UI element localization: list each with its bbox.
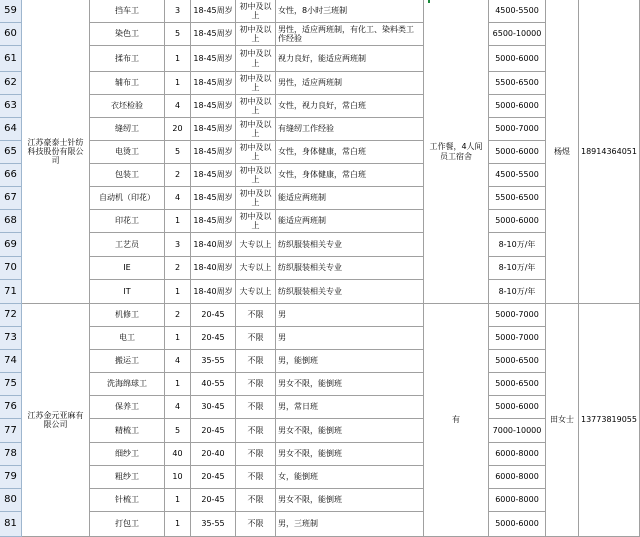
requirement-cell[interactable]: 纺织服装相关专业	[276, 257, 424, 280]
requirement-cell[interactable]: 能适应两班制	[276, 187, 424, 210]
headcount-cell[interactable]: 1	[165, 280, 191, 304]
row-header[interactable]: 80	[0, 489, 22, 512]
phone-number-cell[interactable]: 18914364051	[579, 0, 640, 304]
education-cell[interactable]: 初中及以上	[236, 164, 276, 187]
education-cell[interactable]: 初中及以上	[236, 141, 276, 164]
education-cell[interactable]: 初中及以上	[236, 46, 276, 72]
headcount-cell[interactable]: 4	[165, 95, 191, 118]
job-title-cell[interactable]: 粗纱工	[90, 466, 165, 489]
age-range-cell[interactable]: 18-45周岁	[191, 46, 236, 72]
row-header[interactable]: 77	[0, 419, 22, 443]
row-header[interactable]: 59	[0, 0, 22, 23]
age-range-cell[interactable]: 18-45周岁	[191, 23, 236, 46]
requirement-cell[interactable]: 女性，视力良好，常白班	[276, 95, 424, 118]
job-title-cell[interactable]: 洗海绵球工	[90, 373, 165, 396]
headcount-cell[interactable]: 2	[165, 257, 191, 280]
job-title-cell[interactable]: IE	[90, 257, 165, 280]
job-title-cell[interactable]: IT	[90, 280, 165, 304]
row-header[interactable]: 74	[0, 350, 22, 373]
row-header[interactable]: 63	[0, 95, 22, 118]
salary-cell[interactable]: 5000-6000	[489, 46, 546, 72]
benefits-cell[interactable]: 工作餐，4人间员工宿舍	[424, 0, 489, 304]
salary-cell[interactable]: 5000-6500	[489, 350, 546, 373]
requirement-cell[interactable]: 男女不限，能倒班	[276, 489, 424, 512]
education-cell[interactable]: 不限	[236, 350, 276, 373]
headcount-cell[interactable]: 4	[165, 187, 191, 210]
education-cell[interactable]: 不限	[236, 327, 276, 350]
age-range-cell[interactable]: 18-40周岁	[191, 257, 236, 280]
age-range-cell[interactable]: 40-55	[191, 373, 236, 396]
requirement-cell[interactable]: 男	[276, 304, 424, 327]
row-header[interactable]: 79	[0, 466, 22, 489]
education-cell[interactable]: 不限	[236, 512, 276, 537]
education-cell[interactable]: 初中及以上	[236, 118, 276, 141]
requirement-cell[interactable]: 男，能倒班	[276, 350, 424, 373]
job-title-cell[interactable]: 针梳工	[90, 489, 165, 512]
job-title-cell[interactable]: 揉布工	[90, 46, 165, 72]
job-title-cell[interactable]: 缝纫工	[90, 118, 165, 141]
age-range-cell[interactable]: 18-45周岁	[191, 164, 236, 187]
company-name-cell[interactable]: 江苏豪泰士针纺科技股份有限公司	[22, 0, 90, 304]
education-cell[interactable]: 初中及以上	[236, 95, 276, 118]
row-header[interactable]: 72	[0, 304, 22, 327]
education-cell[interactable]: 初中及以上	[236, 187, 276, 210]
education-cell[interactable]: 初中及以上	[236, 72, 276, 95]
row-header[interactable]: 61	[0, 46, 22, 72]
requirement-cell[interactable]: 有缝纫工作经验	[276, 118, 424, 141]
salary-cell[interactable]: 6500-10000	[489, 23, 546, 46]
row-header[interactable]: 78	[0, 443, 22, 466]
headcount-cell[interactable]: 2	[165, 164, 191, 187]
age-range-cell[interactable]: 18-45周岁	[191, 95, 236, 118]
age-range-cell[interactable]: 35-55	[191, 350, 236, 373]
job-title-cell[interactable]: 机修工	[90, 304, 165, 327]
requirement-cell[interactable]: 女，能倒班	[276, 466, 424, 489]
headcount-cell[interactable]: 1	[165, 327, 191, 350]
requirement-cell[interactable]: 女性，身体健康，常白班	[276, 164, 424, 187]
headcount-cell[interactable]: 1	[165, 46, 191, 72]
salary-cell[interactable]: 4500-5500	[489, 164, 546, 187]
row-header[interactable]: 81	[0, 512, 22, 537]
job-title-cell[interactable]: 电工	[90, 327, 165, 350]
row-header[interactable]: 60	[0, 23, 22, 46]
job-title-cell[interactable]: 电烫工	[90, 141, 165, 164]
headcount-cell[interactable]: 1	[165, 210, 191, 233]
job-title-cell[interactable]: 自动机（印花）	[90, 187, 165, 210]
headcount-cell[interactable]: 1	[165, 512, 191, 537]
headcount-cell[interactable]: 10	[165, 466, 191, 489]
phone-number-cell[interactable]: 13773819055	[579, 304, 640, 537]
job-title-cell[interactable]: 挡车工	[90, 0, 165, 23]
contact-person-cell[interactable]: 杨煜	[546, 0, 579, 304]
age-range-cell[interactable]: 20-40	[191, 443, 236, 466]
requirement-cell[interactable]: 纺织服装相关专业	[276, 233, 424, 257]
requirement-cell[interactable]: 男性，适应两班制，有化工、染料类工作经验	[276, 23, 424, 46]
row-header[interactable]: 71	[0, 280, 22, 304]
headcount-cell[interactable]: 4	[165, 396, 191, 419]
education-cell[interactable]: 不限	[236, 489, 276, 512]
row-header[interactable]: 69	[0, 233, 22, 257]
job-title-cell[interactable]: 保养工	[90, 396, 165, 419]
job-title-cell[interactable]: 细纱工	[90, 443, 165, 466]
age-range-cell[interactable]: 18-45周岁	[191, 0, 236, 23]
age-range-cell[interactable]: 20-45	[191, 419, 236, 443]
headcount-cell[interactable]: 1	[165, 72, 191, 95]
job-title-cell[interactable]: 辅布工	[90, 72, 165, 95]
headcount-cell[interactable]: 2	[165, 304, 191, 327]
row-header[interactable]: 70	[0, 257, 22, 280]
row-header[interactable]: 68	[0, 210, 22, 233]
headcount-cell[interactable]: 1	[165, 489, 191, 512]
salary-cell[interactable]: 5000-6000	[489, 141, 546, 164]
age-range-cell[interactable]: 18-40周岁	[191, 280, 236, 304]
requirement-cell[interactable]: 男	[276, 327, 424, 350]
benefits-cell[interactable]: 有	[424, 304, 489, 537]
salary-cell[interactable]: 7000-10000	[489, 419, 546, 443]
headcount-cell[interactable]: 3	[165, 0, 191, 23]
salary-cell[interactable]: 5000-6000	[489, 396, 546, 419]
requirement-cell[interactable]: 男女不限，能倒班	[276, 373, 424, 396]
requirement-cell[interactable]: 女性，身体健康，常白班	[276, 141, 424, 164]
salary-cell[interactable]: 8-10万/年	[489, 257, 546, 280]
job-title-cell[interactable]: 印花工	[90, 210, 165, 233]
headcount-cell[interactable]: 20	[165, 118, 191, 141]
salary-cell[interactable]: 6000-8000	[489, 443, 546, 466]
age-range-cell[interactable]: 18-40周岁	[191, 233, 236, 257]
row-header[interactable]: 65	[0, 141, 22, 164]
salary-cell[interactable]: 5000-6000	[489, 95, 546, 118]
headcount-cell[interactable]: 5	[165, 23, 191, 46]
job-title-cell[interactable]: 染色工	[90, 23, 165, 46]
salary-cell[interactable]: 5000-7000	[489, 304, 546, 327]
company-name-cell[interactable]: 江苏金元亚麻有限公司	[22, 304, 90, 537]
salary-cell[interactable]: 5000-6000	[489, 210, 546, 233]
education-cell[interactable]: 不限	[236, 396, 276, 419]
age-range-cell[interactable]: 18-45周岁	[191, 72, 236, 95]
job-title-cell[interactable]: 搬运工	[90, 350, 165, 373]
requirement-cell[interactable]: 男，常日班	[276, 396, 424, 419]
headcount-cell[interactable]: 3	[165, 233, 191, 257]
age-range-cell[interactable]: 20-45	[191, 466, 236, 489]
age-range-cell[interactable]: 18-45周岁	[191, 210, 236, 233]
salary-cell[interactable]: 6000-8000	[489, 466, 546, 489]
requirement-cell[interactable]: 男，三班制	[276, 512, 424, 537]
age-range-cell[interactable]: 18-45周岁	[191, 118, 236, 141]
row-header[interactable]: 66	[0, 164, 22, 187]
education-cell[interactable]: 不限	[236, 419, 276, 443]
job-title-cell[interactable]: 精梳工	[90, 419, 165, 443]
requirement-cell[interactable]: 男女不限，能倒班	[276, 443, 424, 466]
education-cell[interactable]: 初中及以上	[236, 210, 276, 233]
requirement-cell[interactable]: 纺织服装相关专业	[276, 280, 424, 304]
salary-cell[interactable]: 8-10万/年	[489, 280, 546, 304]
headcount-cell[interactable]: 5	[165, 141, 191, 164]
education-cell[interactable]: 初中及以上	[236, 23, 276, 46]
requirement-cell[interactable]: 视力良好，能适应两班制	[276, 46, 424, 72]
age-range-cell[interactable]: 18-45周岁	[191, 141, 236, 164]
salary-cell[interactable]: 5000-7000	[489, 327, 546, 350]
salary-cell[interactable]: 6000-8000	[489, 489, 546, 512]
requirement-cell[interactable]: 能适应两班制	[276, 210, 424, 233]
selection-edge-marker	[428, 0, 430, 3]
headcount-cell[interactable]: 1	[165, 373, 191, 396]
contact-person-cell[interactable]: 田女士	[546, 304, 579, 537]
requirement-cell[interactable]: 男女不限，能倒班	[276, 419, 424, 443]
education-cell[interactable]: 不限	[236, 443, 276, 466]
row-header[interactable]: 73	[0, 327, 22, 350]
age-range-cell[interactable]: 20-45	[191, 327, 236, 350]
salary-cell[interactable]: 5500-6500	[489, 72, 546, 95]
job-title-cell[interactable]: 工艺员	[90, 233, 165, 257]
education-cell[interactable]: 初中及以上	[236, 0, 276, 23]
row-header[interactable]: 62	[0, 72, 22, 95]
salary-cell[interactable]: 5000-6000	[489, 512, 546, 537]
job-title-cell[interactable]: 包装工	[90, 164, 165, 187]
headcount-cell[interactable]: 4	[165, 350, 191, 373]
education-cell[interactable]: 不限	[236, 304, 276, 327]
salary-cell[interactable]: 5000-6500	[489, 373, 546, 396]
headcount-cell[interactable]: 5	[165, 419, 191, 443]
job-title-cell[interactable]: 衣坯检验	[90, 95, 165, 118]
headcount-cell[interactable]: 40	[165, 443, 191, 466]
row-header[interactable]: 76	[0, 396, 22, 419]
job-title-cell[interactable]: 打包工	[90, 512, 165, 537]
age-range-cell[interactable]: 35-55	[191, 512, 236, 537]
row-header[interactable]: 67	[0, 187, 22, 210]
education-cell[interactable]: 大专以上	[236, 280, 276, 304]
education-cell[interactable]: 不限	[236, 373, 276, 396]
education-cell[interactable]: 大专以上	[236, 233, 276, 257]
age-range-cell[interactable]: 18-45周岁	[191, 187, 236, 210]
age-range-cell[interactable]: 20-45	[191, 304, 236, 327]
salary-cell[interactable]: 4500-5500	[489, 0, 546, 23]
row-header[interactable]: 64	[0, 118, 22, 141]
salary-cell[interactable]: 5000-7000	[489, 118, 546, 141]
requirement-cell[interactable]: 女性，8小时三班制	[276, 0, 424, 23]
row-header[interactable]: 75	[0, 373, 22, 396]
education-cell[interactable]: 不限	[236, 466, 276, 489]
age-range-cell[interactable]: 20-45	[191, 489, 236, 512]
education-cell[interactable]: 大专以上	[236, 257, 276, 280]
age-range-cell[interactable]: 30-45	[191, 396, 236, 419]
salary-cell[interactable]: 5500-6500	[489, 187, 546, 210]
salary-cell[interactable]: 8-10万/年	[489, 233, 546, 257]
requirement-cell[interactable]: 男性，适应两班制	[276, 72, 424, 95]
